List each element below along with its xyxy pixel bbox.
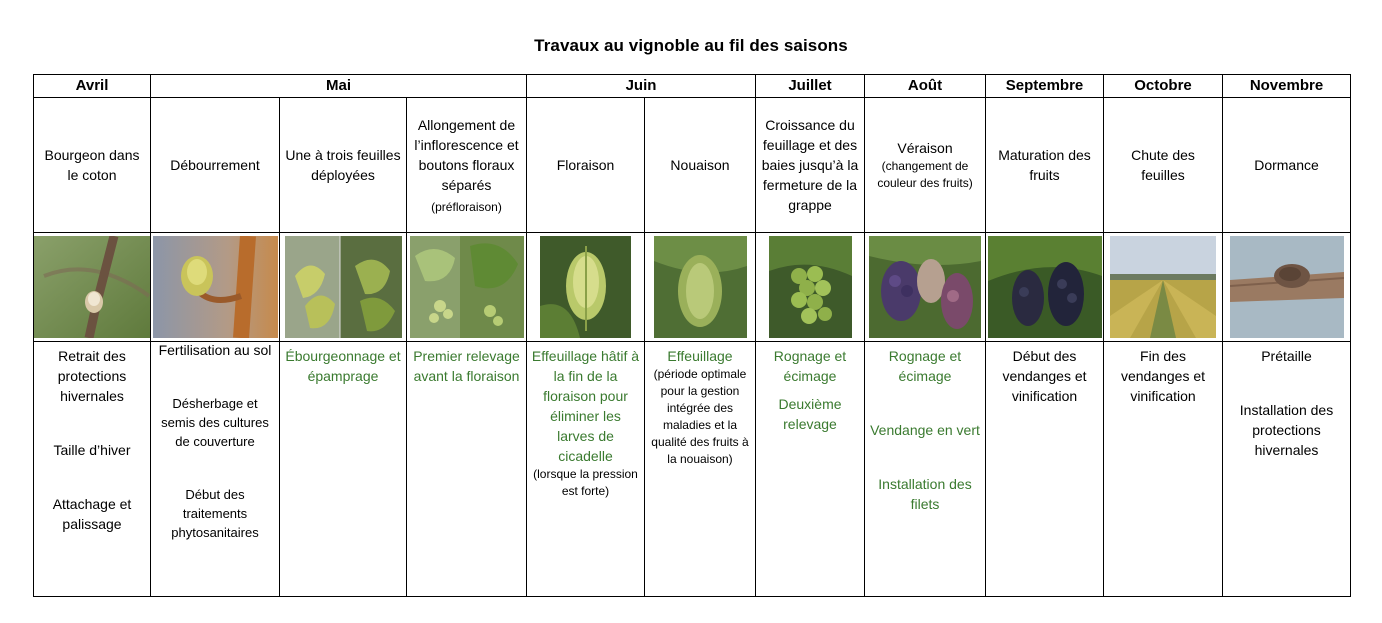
stage-label: Maturation des fruits: [998, 147, 1091, 183]
stage-label: Allongement de l’inflorescence et boutons floraux séparés: [414, 116, 519, 193]
photo-cell: [645, 233, 756, 342]
stage-label: Dormance: [1254, 157, 1319, 173]
task-cell: [645, 342, 756, 597]
stage-cell: [280, 98, 407, 233]
leaves-photo: [285, 236, 402, 338]
month-header: Septembre: [986, 75, 1104, 98]
task-text: Fin des vendanges et vinification: [1120, 348, 1206, 404]
photos-row: [34, 233, 1351, 342]
task-cell: [865, 342, 986, 597]
task-text: Vendange en vert: [870, 422, 980, 438]
stage-cell: [34, 98, 151, 233]
task-cell: [1223, 342, 1351, 597]
task-text: Fertilisation au sol: [158, 342, 272, 358]
photo-cell: [280, 233, 407, 342]
month-header: Octobre: [1104, 75, 1223, 98]
task-text: Prétaille: [1261, 348, 1312, 364]
task-text: Retrait des protections hivernales: [57, 348, 127, 404]
task-text: Début des vendanges et vinification: [1002, 348, 1087, 404]
task-cell: [151, 342, 280, 597]
photo-cell: [1104, 233, 1223, 342]
task-text: Rognage et écimage: [888, 348, 962, 384]
task-text: Installation des protections hivernales: [1239, 402, 1334, 458]
ripe-grapes-photo: [988, 236, 1102, 338]
month-header: Novembre: [1223, 75, 1351, 98]
stage-cell: [527, 98, 645, 233]
stage-note: (préfloraison): [431, 199, 502, 214]
photo-cell: [151, 233, 280, 342]
task-text: Attachage et palissage: [52, 496, 132, 532]
month-header: Mai: [151, 75, 527, 98]
task-cell: [34, 342, 151, 597]
month-header: Juillet: [756, 75, 865, 98]
veraison-photo: [869, 236, 981, 338]
task-text: Deuxième relevage: [778, 396, 842, 432]
photo-cell: [34, 233, 151, 342]
month-header: Août: [865, 75, 986, 98]
stage-cell: [1104, 98, 1223, 233]
stage-cell: [645, 98, 756, 233]
month-header: Avril: [34, 75, 151, 98]
stage-label: Débourrement: [170, 157, 260, 173]
stage-cell: [986, 98, 1104, 233]
stage-label: Bourgeon dans le coton: [44, 147, 140, 183]
task-cell: [986, 342, 1104, 597]
stage-label: Croissance du feuillage et des baies jusqu’à la fermeture de la grappe: [761, 117, 859, 213]
stage-label: Véraison: [897, 140, 953, 156]
stage-cell: [865, 98, 986, 233]
inflorescence-photo: [410, 236, 524, 338]
task-text: Premier relevage avant la floraison: [413, 348, 520, 384]
photo-cell: [1223, 233, 1351, 342]
stages-row: [34, 98, 1351, 233]
task-text: Ébourgeonnage et épamprage: [285, 348, 401, 384]
task-note: (lorsque la pression est forte): [533, 467, 638, 498]
fall-vineyard-photo: [1110, 236, 1216, 338]
task-note: (période optimale pour la gestion intégrée des maladies et la qualité des fruits à la nouaison): [651, 367, 749, 466]
photo-cell: [756, 233, 865, 342]
task-text: Effeuillage: [667, 348, 733, 364]
stage-cell: [151, 98, 280, 233]
task-cell: [756, 342, 865, 597]
flowering-photo: [540, 236, 631, 338]
month-header: Juin: [527, 75, 756, 98]
task-cell: [527, 342, 645, 597]
task-text: Taille d’hiver: [53, 442, 131, 458]
photo-cell: [865, 233, 986, 342]
stage-label: Floraison: [556, 157, 615, 173]
photo-cell: [407, 233, 527, 342]
task-text: Début des traitements phytosanitaires: [171, 487, 259, 540]
dormant-bud-photo: [1230, 236, 1344, 338]
months-row: [34, 75, 1351, 98]
task-text: Effeuillage hâtif à la fin de la floraison pour éliminer les larves de cicadelle: [531, 348, 640, 464]
task-text: Rognage et écimage: [773, 348, 847, 384]
budbreak-photo: [153, 236, 278, 338]
stage-label: Nouaison: [670, 157, 730, 173]
bud-cotton-photo: [34, 236, 151, 338]
stage-label: Chute des feuilles: [1131, 147, 1195, 183]
calendar-table: [33, 74, 1351, 597]
photo-cell: [527, 233, 645, 342]
fruit-set-photo: [654, 236, 747, 338]
stage-label: Une à trois feuilles déployées: [285, 147, 401, 183]
stage-cell: [407, 98, 527, 233]
tasks-row: [34, 342, 1351, 597]
stage-cell: [1223, 98, 1351, 233]
stage-note: (changement de couleur des fruits): [877, 159, 973, 190]
stage-cell: [756, 98, 865, 233]
task-text: Installation des filets: [878, 476, 972, 512]
task-cell: [280, 342, 407, 597]
cluster-photo: [769, 236, 852, 338]
task-cell: [1104, 342, 1223, 597]
page-title: Travaux au vignoble au fil des saisons: [534, 36, 848, 55]
task-cell: [407, 342, 527, 597]
task-text: Désherbage et semis des cultures de couverture: [161, 396, 269, 449]
photo-cell: [986, 233, 1104, 342]
